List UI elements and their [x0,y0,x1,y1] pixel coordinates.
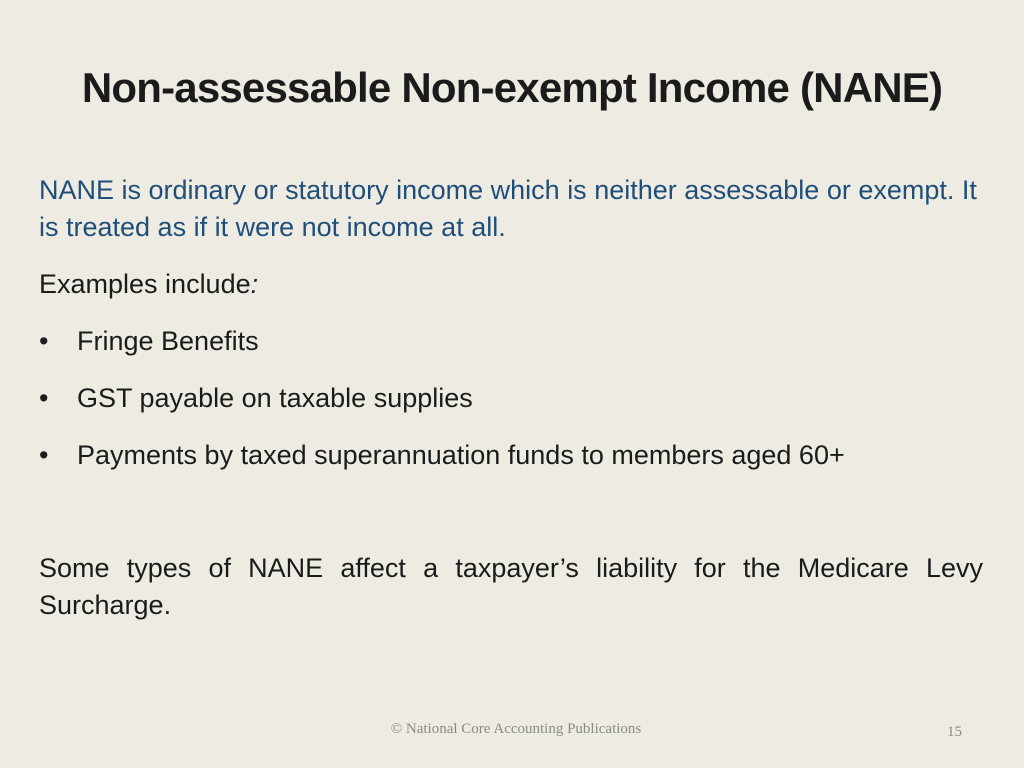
list-item-text: Payments by taxed superannuation funds to members aged 60+ [77,440,845,470]
bullet-icon: • [39,383,49,413]
list-item-text: GST payable on taxable supplies [77,383,473,413]
slide-title: Non-assessable Non-exempt Income (NANE) [81,64,943,111]
examples-label-colon: : [250,269,259,299]
bullet-icon: • [39,440,49,470]
list-item [39,380,983,417]
list-item-text: Fringe Benefits [77,326,259,356]
footer-copyright: © National Core Accounting Publications [390,721,642,737]
closing-paragraph: Some types of NANE affect a taxpayer’s liability for the Medicare Levy Surcharge. [39,553,983,620]
examples-label [39,266,983,303]
intro-paragraph: NANE is ordinary or statutory income which is neither assessable or exempt. It is treated as if it were not income at all. [39,175,977,242]
slide-content [39,172,983,624]
bullet-icon: • [39,326,49,356]
page-number: 15 [947,724,962,740]
examples-label-text: Examples include [39,269,251,299]
list-item [39,323,983,360]
list-item [39,437,983,474]
examples-list [39,323,983,474]
